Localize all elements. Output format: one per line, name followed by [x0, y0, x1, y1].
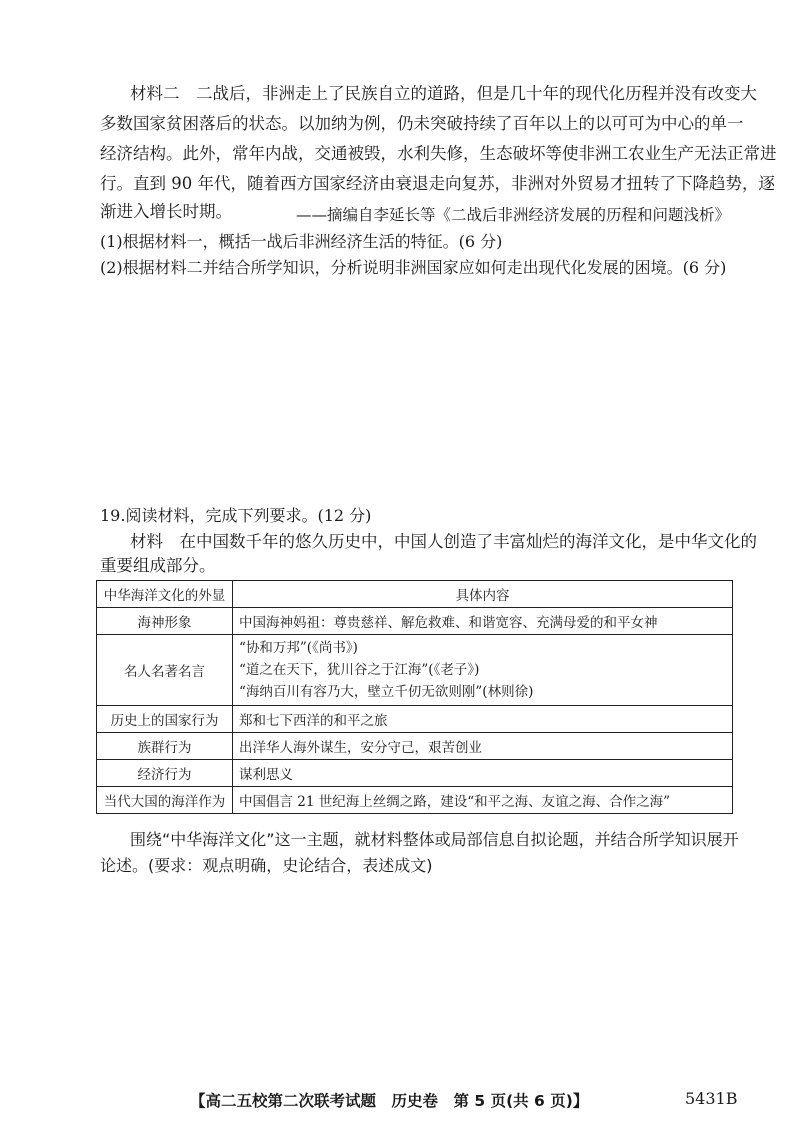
table-cell-content: 谋利思义	[233, 760, 733, 787]
table-header-cell: 具体内容	[233, 581, 733, 608]
exam-code: 5431B	[685, 1089, 738, 1108]
material-2-source: ——摘编自李延长等《二战后非洲经济发展的历程和问题浅析》	[295, 206, 730, 224]
table-cell-label: 海神形象	[97, 608, 233, 635]
question-18-sub1: (1)根据材料一，概括一战后非洲经济生活的特征。(6 分)	[100, 232, 503, 251]
table-cell-line: “道之在天下，犹川谷之于江海”(《老子》)	[239, 662, 480, 678]
table-cell-content: 出洋华人海外谋生，安分守己，艰苦创业	[233, 733, 733, 760]
material-2-line: 行。直到 90 年代，随着西方国家经济由衰退走向复苏，非洲对外贸易才扭转了下降趋势，逐	[100, 174, 775, 193]
table-cell-content: 中国倡言 21 世纪海上丝绸之路，建设“和平之海、友谊之海、合作之海”	[233, 787, 733, 814]
table-row	[97, 760, 733, 787]
table-cell-content: 郑和七下西洋的和平之旅	[233, 706, 733, 733]
question-19-instruction-line: 论述。(要求：观点明确，史论结合，表述成文)	[100, 856, 433, 875]
table-header-row	[97, 581, 733, 608]
question-19-material-line: 材料 在中国数千年的悠久历史中，中国人创造了丰富灿烂的海洋文化，是中华文化的	[130, 532, 757, 551]
table-cell-content: 中国海神妈祖：尊贵慈祥、解危救难、和谐宽容、充满母爱的和平女神	[233, 608, 733, 635]
question-19-title: 19.阅读材料，完成下列要求。(12 分)	[100, 506, 372, 525]
table-cell-line: “协和万邦”(《尚书》)	[239, 640, 358, 656]
maritime-culture-table	[96, 580, 733, 814]
material-2-line: 材料二 二战后，非洲走上了民族自立的道路，但是几十年的现代化历程并没有改变大	[130, 84, 757, 103]
table-header-cell: 中华海洋文化的外显	[97, 581, 233, 608]
question-18-sub2: (2)根据材料二并结合所学知识，分析说明非洲国家应如何走出现代化发展的困境。(6 分)	[100, 258, 727, 277]
material-2-line: 渐进入增长时期。	[100, 202, 232, 221]
table-cell-label: 当代大国的海洋作为	[97, 787, 233, 814]
table-cell-label: 族群行为	[97, 733, 233, 760]
table-row	[97, 733, 733, 760]
material-2-line: 经济结构。此外，常年内战，交通被毁，水利失修，生态破坏等使非洲工农业生产无法正常进	[100, 144, 777, 163]
table-row	[97, 787, 733, 814]
table-cell-label: 名人名著名言	[97, 635, 233, 706]
table-cell-content	[233, 635, 733, 706]
question-19-instruction-line: 围绕“中华海洋文化”这一主题，就材料整体或局部信息自拟论题，并结合所学知识展开	[130, 830, 739, 849]
page-footer: 【高二五校第二次联考试题 历史卷 第 5 页(共 6 页)】	[190, 1092, 589, 1110]
table-cell-label: 历史上的国家行为	[97, 706, 233, 733]
question-19-material-line: 重要组成部分。	[100, 556, 216, 575]
table-cell-line: “海纳百川有容乃大，壁立千仞无欲则刚”(林则徐)	[239, 684, 534, 700]
table-cell-label: 经济行为	[97, 760, 233, 787]
table-row	[97, 635, 733, 706]
material-2-line: 多数国家贫困落后的状态。以加纳为例，仍未突破持续了百年以上的以可可为中心的单一	[100, 114, 744, 133]
table-row	[97, 608, 733, 635]
table-row	[97, 706, 733, 733]
